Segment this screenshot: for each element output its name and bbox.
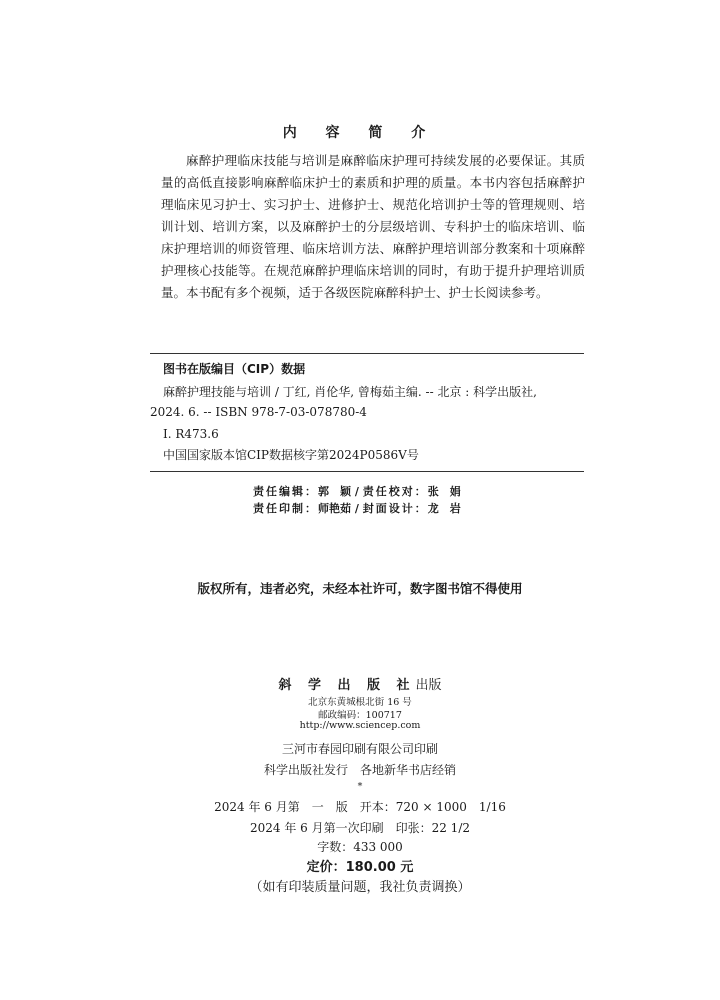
printing-name: 师艳茹 — [318, 502, 351, 515]
cip-line-3: Ⅰ. R473.6 — [163, 427, 219, 441]
cip-top-rule — [150, 353, 584, 354]
proofreader-label: 责任校对： — [362, 485, 428, 498]
summary-title: 内 容 简 介 — [282, 125, 438, 141]
proofreader-name: 张 娟 — [427, 485, 461, 498]
printer: 三河市春园印刷有限公司印刷 — [281, 742, 438, 756]
credits-row-2: 责任印制：师艳茹 / 封面设计：龙 岩 — [253, 502, 461, 515]
cover-label: 封面设计： — [362, 502, 428, 515]
cip-heading: 图书在版编目（CIP）数据 — [163, 362, 306, 376]
printing-info: 2024 年 6 月第一次印刷 印张：22 1/2 — [249, 821, 470, 835]
cip-line-2: 2024. 6. -- ISBN 978-7-03-078780-4 — [150, 405, 367, 419]
publisher-url: http://www.sciencep.com — [299, 720, 421, 731]
editor-name: 郭 颖 — [318, 485, 351, 498]
distribution: 科学出版社发行 各地新华书店经销 — [263, 763, 456, 777]
cover-name: 龙 岩 — [427, 502, 461, 515]
summary-body: 麻醉护理临床技能与培训是麻醉临床护理可持续发展的必要保证。其质量的高低直接影响麻醉临床护士的素质和护理的质量。本书内容包括麻醉护理临床见习护士、实习护士、进修护士、规范化培训护士等的管理规则、培训计划、培训方案，以及麻醉护士的分层级培训、专科护士的临床培训、临床护理培训的师资管理、临床培训方法、麻醉护理培训部分教案和十项麻醉护理核心技能等。在规范麻醉护理临床培训的同时，有助于提升护理培训质量。本书配有多个视频，适于各级医院麻醉科护士、护士长阅读参考。 — [161, 153, 585, 300]
edition-info: 2024 年 6 月第 一 版 开本：720 × 1000 1/16 — [214, 800, 506, 814]
price: 定价：180.00 元 — [306, 860, 414, 875]
publisher-postcode: 邮政编码：100717 — [318, 710, 402, 721]
cip-bottom-rule — [150, 471, 584, 472]
publisher-suffix: 出版 — [415, 678, 442, 693]
credits-row-1: 责任编辑：郭 颖 / 责任校对：张 娟 — [253, 485, 461, 498]
cip-line-4: 中国国家版本馆CIP数据核字第2024P0586V号 — [163, 448, 419, 462]
publisher-line — [0, 674, 720, 693]
cip-line-1: 麻醉护理技能与培训 / 丁红, 肖伦华, 曾梅茹主编. -- 北京 : 科学出版社, — [163, 385, 537, 399]
editor-label: 责任编辑： — [253, 485, 318, 498]
separator: * — [357, 781, 363, 792]
quality-note: （如有印装质量问题，我社负责调换） — [249, 880, 471, 895]
copyright-notice: 版权所有，违者必究，未经本社许可，数字图书馆不得使用 — [197, 581, 523, 596]
publisher-name: 斜 学 出 版 社 — [278, 678, 416, 693]
word-count: 字数：433 000 — [317, 840, 403, 854]
publisher-address: 北京东黄城根北街 16 号 — [308, 697, 412, 708]
printing-label: 责任印制： — [253, 502, 318, 515]
